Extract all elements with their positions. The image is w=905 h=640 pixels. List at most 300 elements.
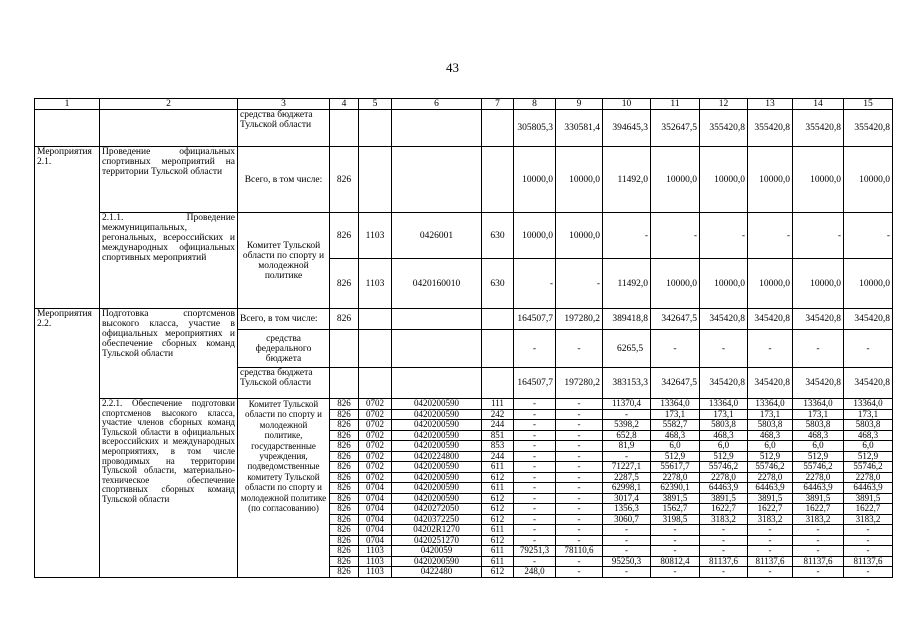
value-cell: 13364,0 [651, 399, 700, 410]
value-cell: - [844, 213, 893, 259]
value-cell: 2278,0 [700, 472, 748, 483]
event-label: Мероприятия 2.2. [35, 309, 100, 578]
grbs-cell: 826 [330, 409, 359, 420]
table-row [35, 309, 893, 330]
value-cell: 355420,8 [793, 110, 844, 147]
value-cell: 3891,5 [844, 493, 893, 504]
value-cell: 330581,4 [556, 110, 603, 147]
csr-cell: 0420160010 [392, 259, 482, 309]
table-cell [330, 110, 359, 147]
value-cell: - [514, 535, 556, 546]
value-cell: - [514, 472, 556, 483]
table-cell [482, 368, 514, 399]
table-cell [100, 110, 238, 147]
grbs-cell: 826 [330, 213, 359, 259]
vr-cell: 611 [482, 556, 514, 567]
value-cell: - [556, 525, 603, 536]
value-cell: 512,9 [748, 451, 793, 462]
value-cell: 5803,8 [844, 420, 893, 431]
value-cell: 355420,8 [700, 110, 748, 147]
rzpr-cell: 0702 [359, 462, 392, 473]
table-cell [330, 368, 359, 399]
csr-cell: 0420200590 [392, 430, 482, 441]
rzpr-cell: 1103 [359, 213, 392, 259]
column-header: 14 [793, 99, 844, 110]
rzpr-cell: 0704 [359, 493, 392, 504]
value-cell: - [603, 525, 651, 536]
vr-cell: 612 [482, 567, 514, 578]
grbs-cell: 826 [330, 483, 359, 494]
value-cell: - [793, 213, 844, 259]
total-label: Всего, в том числе: [238, 309, 330, 330]
csr-cell: 0422480 [392, 567, 482, 578]
grbs-cell: 826 [330, 441, 359, 452]
value-cell: - [603, 409, 651, 420]
value-cell: - [514, 330, 556, 368]
table-cell [330, 330, 359, 368]
value-cell: 10000,0 [793, 147, 844, 213]
value-cell: 3183,2 [748, 514, 793, 525]
column-header: 3 [238, 99, 330, 110]
rzpr-cell: 0704 [359, 535, 392, 546]
value-cell: - [556, 409, 603, 420]
value-cell: 6,0 [793, 441, 844, 452]
value-cell: 81137,6 [844, 556, 893, 567]
value-cell: 2278,0 [793, 472, 844, 483]
value-cell: - [556, 430, 603, 441]
value-cell: 345420,8 [793, 368, 844, 399]
value-cell: 10000,0 [700, 147, 748, 213]
value-cell: - [651, 213, 700, 259]
value-cell: 10000,0 [651, 147, 700, 213]
value-cell: 3891,5 [793, 493, 844, 504]
value-cell: 2287,5 [603, 472, 651, 483]
value-cell: 10000,0 [514, 213, 556, 259]
value-cell: 468,3 [748, 430, 793, 441]
vr-cell: 244 [482, 451, 514, 462]
value-cell: - [793, 535, 844, 546]
value-cell: 173,1 [844, 409, 893, 420]
value-cell: 512,9 [793, 451, 844, 462]
value-cell: 3183,2 [700, 514, 748, 525]
value-cell: 10000,0 [700, 259, 748, 309]
vr-cell: 242 [482, 409, 514, 420]
grbs-cell: 826 [330, 259, 359, 309]
value-cell: 1622,7 [793, 504, 844, 515]
grbs-cell: 826 [330, 567, 359, 578]
value-cell: 3017,4 [603, 493, 651, 504]
value-cell: 2278,0 [748, 472, 793, 483]
table-cell [482, 147, 514, 213]
table-cell [482, 330, 514, 368]
value-cell: - [514, 462, 556, 473]
value-cell: - [793, 546, 844, 557]
value-cell: 389418,8 [603, 309, 651, 330]
value-cell: - [556, 483, 603, 494]
value-cell: 5803,8 [700, 420, 748, 431]
column-header: 11 [651, 99, 700, 110]
value-cell: 3183,2 [844, 514, 893, 525]
value-cell: 81137,6 [700, 556, 748, 567]
table-cell [392, 147, 482, 213]
value-cell: 64463,9 [793, 483, 844, 494]
value-cell: - [556, 535, 603, 546]
value-cell: - [556, 504, 603, 515]
value-cell: - [603, 213, 651, 259]
csr-cell: 0420059 [392, 546, 482, 557]
value-cell: 10000,0 [514, 147, 556, 213]
value-cell: 1622,7 [844, 504, 893, 515]
value-cell: 197280,2 [556, 309, 603, 330]
value-cell: - [651, 535, 700, 546]
value-cell: 345420,8 [700, 309, 748, 330]
grbs-cell: 826 [330, 462, 359, 473]
value-cell: - [700, 525, 748, 536]
executor-name: Комитет Тульской области по спорту и молодежной политике [238, 213, 330, 309]
value-cell: 3891,5 [651, 493, 700, 504]
rzpr-cell: 1103 [359, 546, 392, 557]
vr-cell: 853 [482, 441, 514, 452]
value-cell: 3198,5 [651, 514, 700, 525]
value-cell: - [748, 535, 793, 546]
value-cell: 62390,1 [651, 483, 700, 494]
table-cell [359, 368, 392, 399]
value-cell: - [514, 514, 556, 525]
rzpr-cell: 0702 [359, 420, 392, 431]
value-cell: 345420,8 [748, 309, 793, 330]
value-cell: - [514, 525, 556, 536]
value-cell: - [700, 535, 748, 546]
value-cell: 468,3 [844, 430, 893, 441]
column-header: 10 [603, 99, 651, 110]
value-cell: 79251,3 [514, 546, 556, 557]
vr-cell: 630 [482, 259, 514, 309]
csr-cell: 0420200590 [392, 483, 482, 494]
value-cell: 3891,5 [700, 493, 748, 504]
value-cell: 305805,3 [514, 110, 556, 147]
value-cell: 6,0 [748, 441, 793, 452]
value-cell: 3183,2 [793, 514, 844, 525]
value-cell: 173,1 [651, 409, 700, 420]
vr-cell: 612 [482, 535, 514, 546]
grbs-cell: 826 [330, 504, 359, 515]
value-cell: - [556, 556, 603, 567]
value-cell: 55746,2 [793, 462, 844, 473]
page-number: 43 [446, 60, 459, 75]
table-cell [392, 330, 482, 368]
value-cell: 64463,9 [748, 483, 793, 494]
value-cell: 345420,8 [844, 368, 893, 399]
grbs-cell: 826 [330, 420, 359, 431]
value-cell: 6,0 [651, 441, 700, 452]
value-cell: 11492,0 [603, 147, 651, 213]
csr-cell: 0420200590 [392, 399, 482, 410]
rzpr-cell: 1103 [359, 567, 392, 578]
value-cell: 64463,9 [844, 483, 893, 494]
value-cell: 2278,0 [844, 472, 893, 483]
value-cell: 10000,0 [748, 259, 793, 309]
value-cell: - [514, 420, 556, 431]
rzpr-cell: 0704 [359, 504, 392, 515]
grbs-cell: 826 [330, 546, 359, 557]
value-cell: 345420,8 [700, 368, 748, 399]
value-cell: 468,3 [651, 430, 700, 441]
grbs-cell: 826 [330, 309, 359, 330]
column-header: 12 [700, 99, 748, 110]
value-cell: - [844, 330, 893, 368]
value-cell: - [556, 493, 603, 504]
table-row [35, 213, 893, 259]
column-header: 8 [514, 99, 556, 110]
vr-cell: 611 [482, 483, 514, 494]
csr-cell: 0420251270 [392, 535, 482, 546]
value-cell: - [793, 330, 844, 368]
value-cell: 1356,3 [603, 504, 651, 515]
value-cell: 652,8 [603, 430, 651, 441]
column-header: 6 [392, 99, 482, 110]
grbs-cell: 826 [330, 430, 359, 441]
value-cell: - [514, 556, 556, 567]
value-cell: 1622,7 [700, 504, 748, 515]
subevent-name: 2.2.1. Обеспечение подготовки спортсменов высокого класса, участие членов сборных команд Тульской области в официальных всероссийских и международных мероприятиях, в том числе проводимых на территории Тульской области, материально-техническое обеспечение спортивных сборных команд Тульской области [100, 399, 238, 578]
csr-cell: 0420272050 [392, 504, 482, 515]
rzpr-cell: 0704 [359, 483, 392, 494]
value-cell: 10000,0 [748, 147, 793, 213]
value-cell: - [651, 546, 700, 557]
value-cell: - [556, 514, 603, 525]
csr-cell: 0420200590 [392, 441, 482, 452]
value-cell: 55746,2 [700, 462, 748, 473]
value-cell: - [603, 567, 651, 578]
value-cell: 13364,0 [748, 399, 793, 410]
column-header: 1 [35, 99, 100, 110]
value-cell: 352647,5 [651, 110, 700, 147]
value-cell: 173,1 [793, 409, 844, 420]
value-cell: 6265,5 [603, 330, 651, 368]
column-header: 15 [844, 99, 893, 110]
value-cell: 81137,6 [793, 556, 844, 567]
table-cell [359, 330, 392, 368]
table-cell [392, 309, 482, 330]
value-cell: - [748, 546, 793, 557]
rzpr-cell: 0702 [359, 451, 392, 462]
value-cell: 468,3 [793, 430, 844, 441]
value-cell: 173,1 [748, 409, 793, 420]
column-header: 4 [330, 99, 359, 110]
rzpr-cell: 0702 [359, 441, 392, 452]
value-cell: - [793, 525, 844, 536]
vr-cell: 630 [482, 213, 514, 259]
value-cell: 5398,2 [603, 420, 651, 431]
table-row [35, 110, 893, 147]
value-cell: - [651, 567, 700, 578]
rzpr-cell: 0704 [359, 514, 392, 525]
rzpr-cell: 0702 [359, 472, 392, 483]
value-cell: 10000,0 [793, 259, 844, 309]
value-cell: - [556, 420, 603, 431]
grbs-cell: 826 [330, 535, 359, 546]
table-cell [35, 110, 100, 147]
value-cell: - [844, 567, 893, 578]
value-cell: 5803,8 [793, 420, 844, 431]
value-cell: 345420,8 [844, 309, 893, 330]
column-header: 7 [482, 99, 514, 110]
value-cell: 6,0 [700, 441, 748, 452]
column-header: 5 [359, 99, 392, 110]
grbs-cell: 826 [330, 493, 359, 504]
value-cell: - [793, 567, 844, 578]
vr-cell: 111 [482, 399, 514, 410]
value-cell: 13364,0 [844, 399, 893, 410]
rzpr-cell: 0702 [359, 399, 392, 410]
value-cell: - [514, 259, 556, 309]
column-header: 13 [748, 99, 793, 110]
value-cell: 173,1 [700, 409, 748, 420]
source-label: средства федерального бюджета [238, 330, 330, 368]
value-cell: - [700, 567, 748, 578]
column-header: 2 [100, 99, 238, 110]
value-cell: 355420,8 [748, 110, 793, 147]
value-cell: 55746,2 [748, 462, 793, 473]
table-cell [392, 110, 482, 147]
value-cell: - [556, 259, 603, 309]
value-cell: 6,0 [844, 441, 893, 452]
table-cell [392, 368, 482, 399]
table-row [35, 147, 893, 213]
vr-cell: 611 [482, 525, 514, 536]
value-cell: - [514, 430, 556, 441]
csr-cell: 0420200590 [392, 493, 482, 504]
value-cell: 11370,4 [603, 399, 651, 410]
value-cell: - [514, 399, 556, 410]
event-name: Подготовка спортсменов высокого класса, участие в официальных мероприятиях и обеспечение сборных команд Тульской области [100, 309, 238, 399]
rzpr-cell: 0702 [359, 430, 392, 441]
grbs-cell: 826 [330, 525, 359, 536]
csr-cell: 04202R1270 [392, 525, 482, 536]
value-cell: 10000,0 [844, 259, 893, 309]
value-cell: - [514, 504, 556, 515]
value-cell: - [556, 472, 603, 483]
rzpr-cell: 0704 [359, 525, 392, 536]
value-cell: - [556, 451, 603, 462]
value-cell: - [514, 483, 556, 494]
grbs-cell: 826 [330, 472, 359, 483]
vr-cell: 611 [482, 546, 514, 557]
value-cell: 10000,0 [844, 147, 893, 213]
csr-cell: 0420372250 [392, 514, 482, 525]
value-cell: 164507,7 [514, 309, 556, 330]
csr-cell: 0420200590 [392, 462, 482, 473]
value-cell: 64463,9 [700, 483, 748, 494]
column-header: 9 [556, 99, 603, 110]
value-cell: 3891,5 [748, 493, 793, 504]
source-label: средства бюджета Тульской области [238, 110, 330, 147]
value-cell: 11492,0 [603, 259, 651, 309]
value-cell: - [700, 330, 748, 368]
rzpr-cell: 1103 [359, 556, 392, 567]
rzpr-cell: 1103 [359, 259, 392, 309]
event-label: Мероприятия 2.1. [35, 147, 100, 309]
grbs-cell: 826 [330, 514, 359, 525]
table-cell [359, 147, 392, 213]
value-cell: 10000,0 [556, 147, 603, 213]
value-cell: 248,0 [514, 567, 556, 578]
value-cell: 342647,5 [651, 368, 700, 399]
value-cell: - [844, 535, 893, 546]
value-cell: 197280,2 [556, 368, 603, 399]
grbs-cell: 826 [330, 556, 359, 567]
value-cell: 394645,3 [603, 110, 651, 147]
subevent-name: 2.1.1. Проведение межмуниципальных, регональных, всероссийских и международных официальных спортивных мероприятий [100, 213, 238, 309]
value-cell: 62998,1 [603, 483, 651, 494]
value-cell: - [748, 330, 793, 368]
value-cell: - [514, 493, 556, 504]
value-cell: 1562,7 [651, 504, 700, 515]
value-cell: 95250,3 [603, 556, 651, 567]
csr-cell: 0426001 [392, 213, 482, 259]
table-row [35, 99, 893, 110]
value-cell: 342647,5 [651, 309, 700, 330]
value-cell: 5803,8 [748, 420, 793, 431]
vr-cell: 851 [482, 430, 514, 441]
value-cell: - [844, 546, 893, 557]
vr-cell: 612 [482, 514, 514, 525]
value-cell: - [603, 535, 651, 546]
vr-cell: 244 [482, 420, 514, 431]
value-cell: - [556, 567, 603, 578]
value-cell: - [844, 525, 893, 536]
value-cell: 345420,8 [748, 368, 793, 399]
value-cell: 468,3 [700, 430, 748, 441]
value-cell: 383153,3 [603, 368, 651, 399]
value-cell: - [700, 546, 748, 557]
rzpr-cell: 0702 [359, 409, 392, 420]
value-cell: - [651, 330, 700, 368]
value-cell: - [748, 525, 793, 536]
value-cell: 5582,7 [651, 420, 700, 431]
table-cell [482, 309, 514, 330]
value-cell: - [556, 441, 603, 452]
value-cell: 55746,2 [844, 462, 893, 473]
csr-cell: 0420200590 [392, 472, 482, 483]
value-cell: - [556, 330, 603, 368]
value-cell: - [514, 409, 556, 420]
total-label: Всего, в том числе: [238, 147, 330, 213]
csr-cell: 0420200590 [392, 409, 482, 420]
value-cell: - [748, 213, 793, 259]
value-cell: 164507,7 [514, 368, 556, 399]
value-cell: - [556, 399, 603, 410]
value-cell: 345420,8 [793, 309, 844, 330]
value-cell: 81137,6 [748, 556, 793, 567]
vr-cell: 612 [482, 472, 514, 483]
value-cell: 71227,1 [603, 462, 651, 473]
grbs-cell: 826 [330, 147, 359, 213]
value-cell: - [603, 451, 651, 462]
value-cell: 13364,0 [700, 399, 748, 410]
value-cell: 512,9 [844, 451, 893, 462]
executor-name: Комитет Тульской области по спорту и молодежной политике, государственные учреждения, подведомственные комитету Тульской области по спорту и молодежной политике (по согласованию) [238, 399, 330, 578]
value-cell: 10000,0 [651, 259, 700, 309]
value-cell: 78110,6 [556, 546, 603, 557]
value-cell: - [651, 525, 700, 536]
value-cell: 355420,8 [844, 110, 893, 147]
vr-cell: 611 [482, 462, 514, 473]
vr-cell: 612 [482, 504, 514, 515]
value-cell: - [748, 567, 793, 578]
event-name: Проведение официальных спортивных мероприятий на территории Тульской области [100, 147, 238, 213]
value-cell: 81,9 [603, 441, 651, 452]
